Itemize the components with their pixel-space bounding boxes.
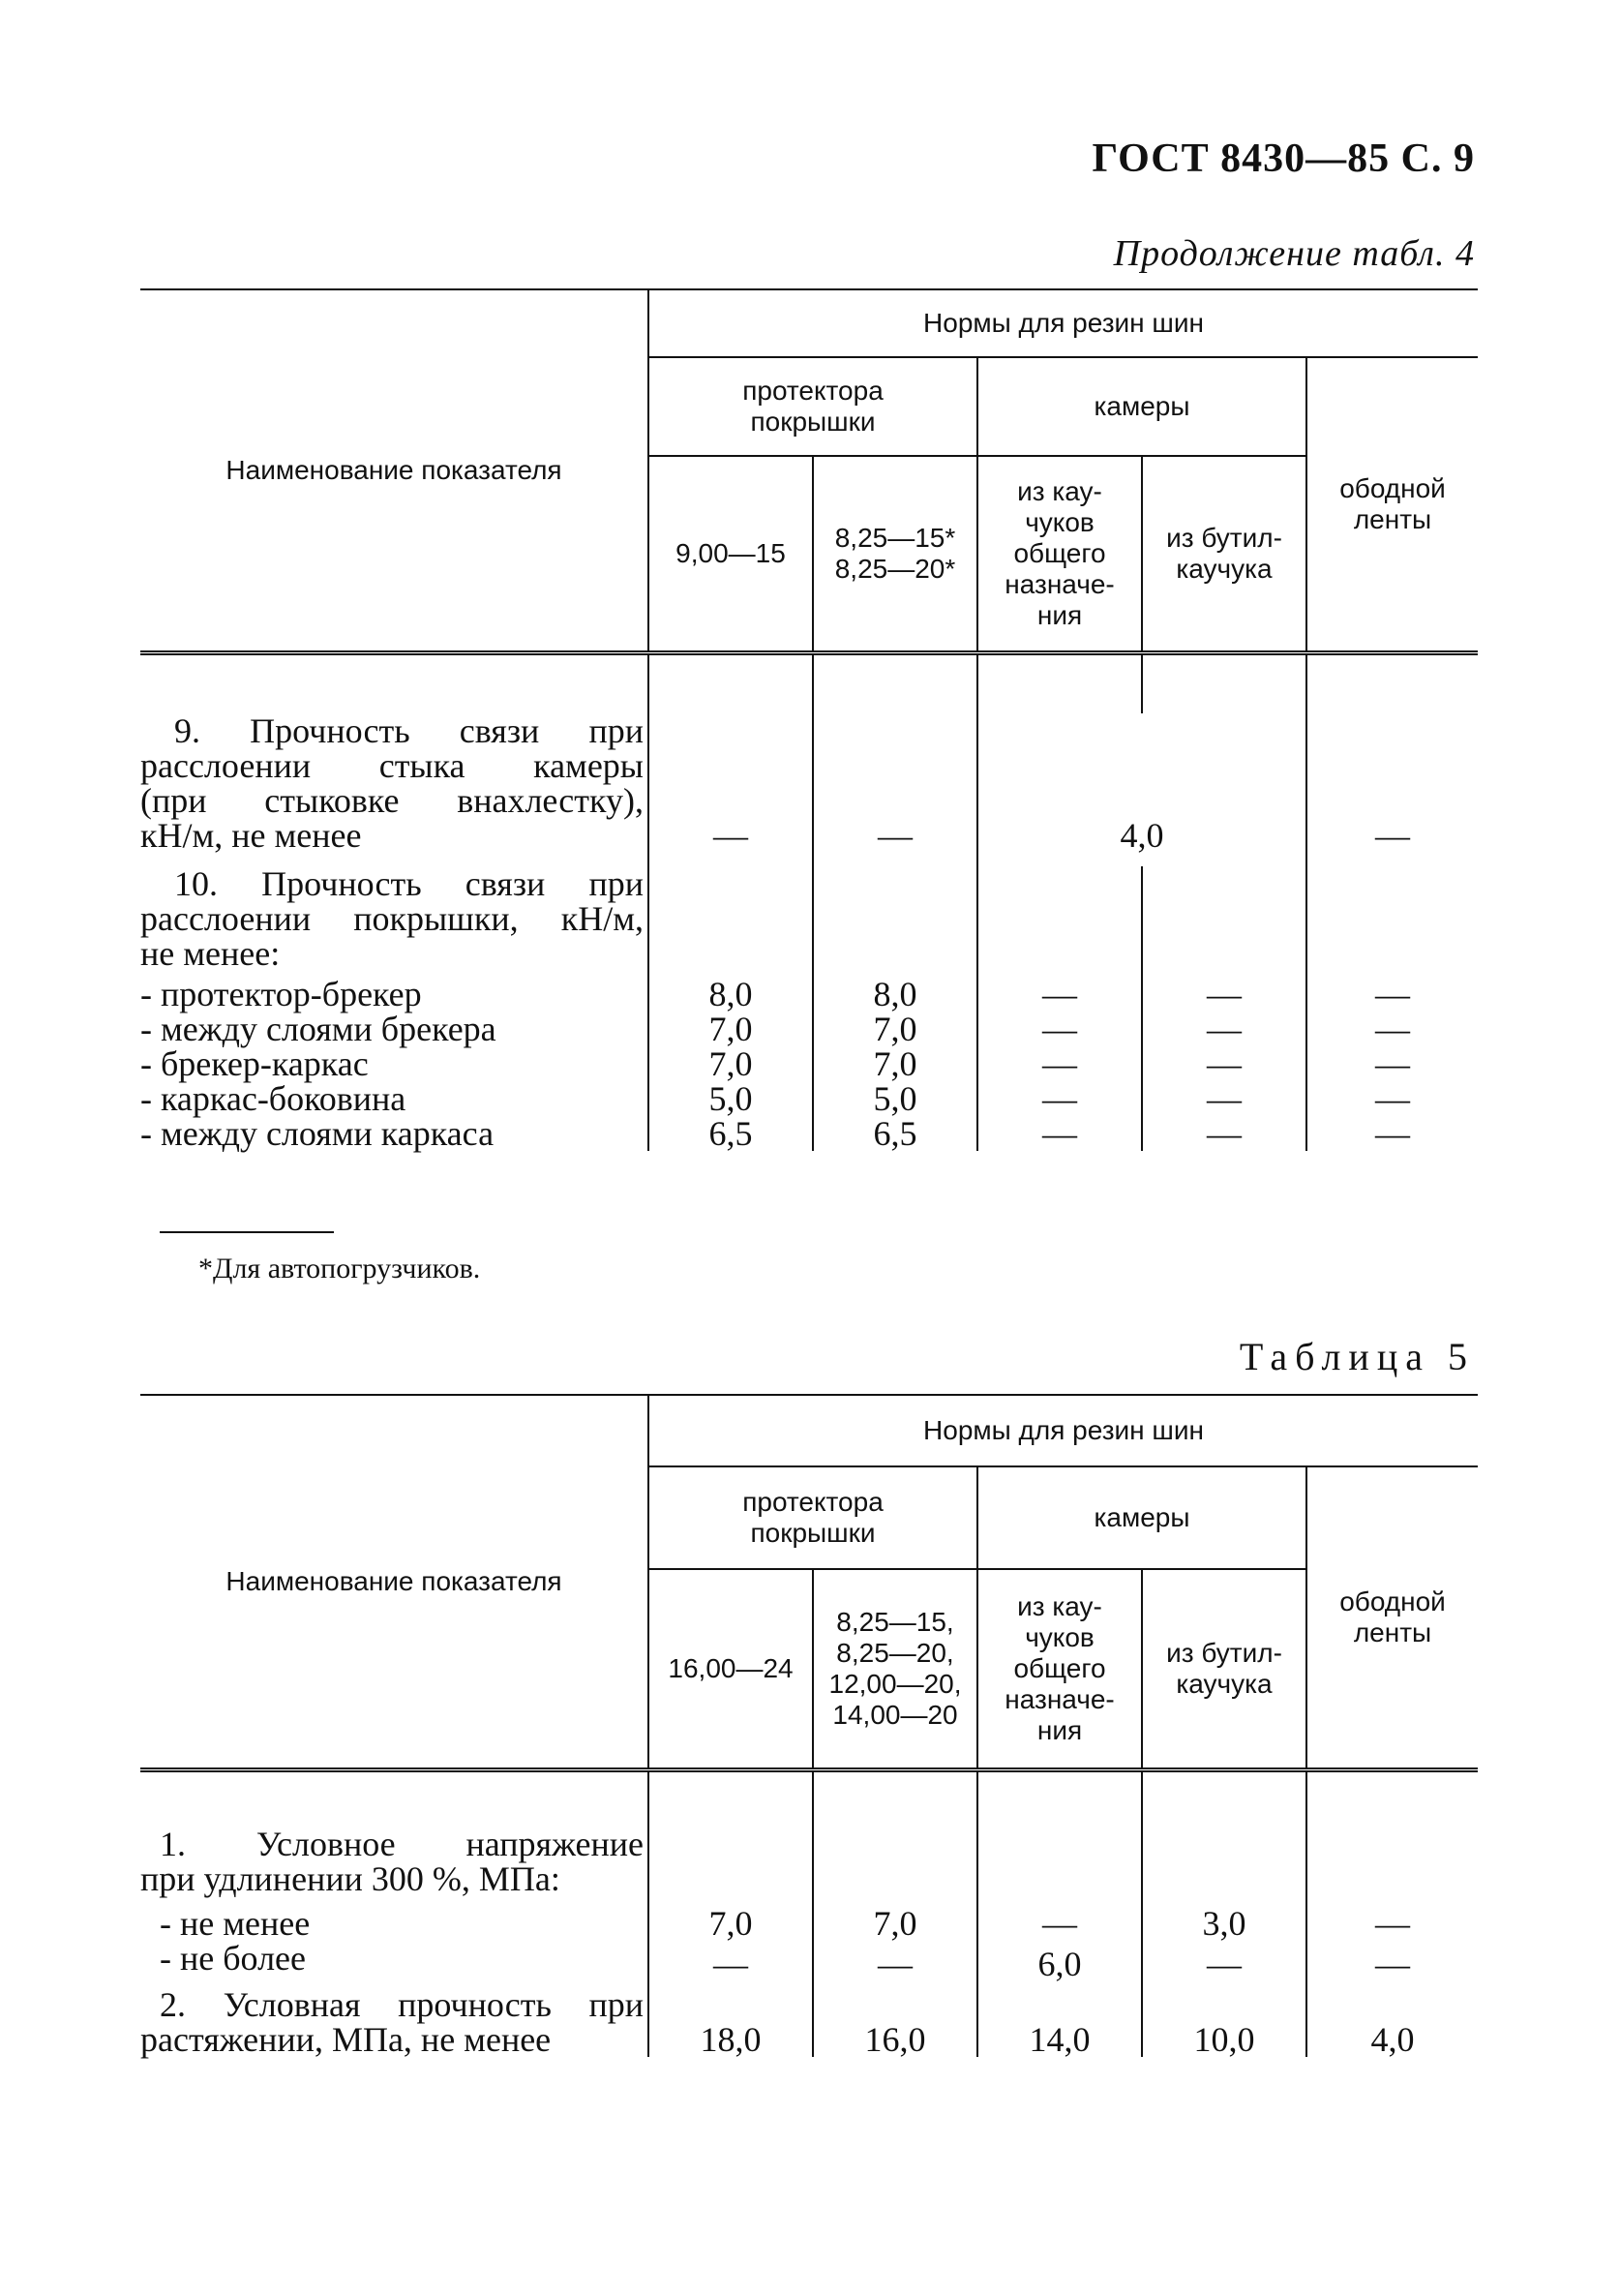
table-5 xyxy=(140,1394,1478,2057)
table-5-row-1-label: 1. Условное напряжение при удлинении 300 %, МПа: xyxy=(140,1825,644,1898)
table-5-row-2-c3: 14,0 xyxy=(977,1987,1142,2057)
table-4-subrow-c3: — xyxy=(977,977,1142,1012)
table-5-norms-header: Нормы для резин шин xyxy=(648,1395,1478,1466)
table-4-subheader-c2: 8,25—15* 8,25—20* xyxy=(813,456,977,650)
table-4-row-9-label: 9. Прочность связи при расслоении стыка камеры (при стыковке внахлестку), кН/м, не менее xyxy=(140,711,644,855)
table-4-subrow-c5: — xyxy=(1306,1046,1478,1081)
table-5-row-1 xyxy=(140,1827,1478,1906)
table-5-row-1-sub-c3: 6,0 xyxy=(977,1941,1142,1987)
table-5-row-1-sub-c4: — xyxy=(1142,1941,1306,1987)
table-4-subrow-c4: — xyxy=(1142,1046,1306,1081)
table-4-subrow-label: - протектор-брекер xyxy=(140,975,422,1013)
table-5-row-2 xyxy=(140,1987,1478,2057)
table-5-row-1-sub-c5: — xyxy=(1306,1906,1478,1941)
table-4-subrow xyxy=(140,1046,1478,1081)
table-4-subrow xyxy=(140,1012,1478,1046)
table-5-row-1-sub-label: - не более xyxy=(160,1939,306,1978)
table-5-subheader-c2: 8,25—15, 8,25—20, 12,00—20, 14,00—20 xyxy=(813,1569,977,1767)
table-4-row-9-c5: — xyxy=(1306,713,1478,866)
table-4-subrow-c1: 6,5 xyxy=(648,1116,813,1151)
table-continuation-caption: Продолжение табл. 4 xyxy=(1113,233,1475,274)
table-4-subheader-c3: из кау- чуков общего назначе- ния xyxy=(977,456,1142,650)
table-4-chamber-header: камеры xyxy=(977,357,1306,456)
table-5-row-1-sub-c1: — xyxy=(648,1941,813,1987)
table-5-row-2-label: 2. Условная прочность при растяжении, МПа, не менее xyxy=(140,1985,644,2059)
table-4-subrow-c4: — xyxy=(1142,1116,1306,1151)
table-4-subrow-c3: — xyxy=(977,1116,1142,1151)
table-4-subrow-c1: 8,0 xyxy=(648,977,813,1012)
table-4-rim-header: ободной ленты xyxy=(1306,357,1478,650)
table-4-subrow-c1: 7,0 xyxy=(648,1046,813,1081)
table-5-subheader-c3: из кау- чуков общего назначе- ния xyxy=(977,1569,1142,1767)
table-5-subheader-c1: 16,00—24 xyxy=(648,1569,813,1767)
table-4-subheader-c4: из бутил- каучука xyxy=(1142,456,1306,650)
table-5-row-1-sub-c4: 3,0 xyxy=(1142,1906,1306,1941)
table-4-subrow-c3: — xyxy=(977,1046,1142,1081)
table-4 xyxy=(140,288,1478,1151)
table-4-col-name-header: Наименование показателя xyxy=(140,289,648,650)
table-5-col-name-header: Наименование показателя xyxy=(140,1395,648,1767)
table-4-protector-header: протектора покрышки xyxy=(648,357,977,456)
table-4-subrow-c5: — xyxy=(1306,1081,1478,1116)
table-4-subrow-label: - между слоями каркаса xyxy=(140,1114,495,1153)
table-5-row-2-c1: 18,0 xyxy=(648,1987,813,2057)
table-4-row-9 xyxy=(140,713,1478,866)
table-5-subheader-c4: из бутил- каучука xyxy=(1142,1569,1306,1767)
page-header: ГОСТ 8430—85 С. 9 xyxy=(1092,136,1475,181)
table-4-subrow-c3: — xyxy=(977,1081,1142,1116)
table-4-subheader-c1: 9,00—15 xyxy=(648,456,813,650)
table-4-subrow-c2: 7,0 xyxy=(813,1046,977,1081)
table-5-row-1-sub-c5: — xyxy=(1306,1941,1478,1987)
table-4-subrow-c5: — xyxy=(1306,977,1478,1012)
table-5-row-1-sub xyxy=(140,1906,1478,1941)
table-5-row-1-sub-label: - не менее xyxy=(160,1904,311,1943)
table-4-subrow-c2: 6,5 xyxy=(813,1116,977,1151)
table-4-subrow xyxy=(140,1116,1478,1151)
table-5-row-2-c2: 16,0 xyxy=(813,1987,977,2057)
table-4-norms-header: Нормы для резин шин xyxy=(648,289,1478,357)
footnote: *Для автопогрузчиков. xyxy=(198,1253,481,1284)
table-4-subrow-label: - брекер-каркас xyxy=(140,1044,369,1083)
table-4-subrow-c2: 7,0 xyxy=(813,1012,977,1046)
table-4-row-9-c1: — xyxy=(648,713,813,866)
footnote-rule xyxy=(160,1231,334,1233)
table-4-subrow xyxy=(140,1081,1478,1116)
table-4-subrow-label: - каркас-боковина xyxy=(140,1079,406,1118)
table-4-row-10-label: 10. Прочность связи при расслоении покрышки, кН/м, не менее: xyxy=(140,864,644,973)
table-4-subrow-c3: — xyxy=(977,1012,1142,1046)
table-4-subrow xyxy=(140,977,1478,1012)
table-4-subrow-c2: 5,0 xyxy=(813,1081,977,1116)
table-4-subrow-label: - между слоями брекера xyxy=(140,1010,496,1048)
table-5-caption: Таблица 5 xyxy=(1239,1335,1475,1378)
table-4-subrow-c5: — xyxy=(1306,1116,1478,1151)
table-4-subrow-c4: — xyxy=(1142,977,1306,1012)
table-4-subrow-c4: — xyxy=(1142,1081,1306,1116)
table-4-row-10 xyxy=(140,866,1478,977)
table-5-protector-header: протектора покрышки xyxy=(648,1466,977,1569)
table-4-subrow-c2: 8,0 xyxy=(813,977,977,1012)
table-5-row-1-sub-c2: 7,0 xyxy=(813,1906,977,1941)
table-5-row-1-sub-c3: — xyxy=(977,1906,1142,1941)
table-4-subrow-c1: 7,0 xyxy=(648,1012,813,1046)
table-5-row-2-c5: 4,0 xyxy=(1306,1987,1478,2057)
table-5-row-1-sub-c1: 7,0 xyxy=(648,1906,813,1941)
table-5-row-2-c4: 10,0 xyxy=(1142,1987,1306,2057)
table-4-subrow-c4: — xyxy=(1142,1012,1306,1046)
table-5-chamber-header: камеры xyxy=(977,1466,1306,1569)
table-5-row-1-sub-c2: — xyxy=(813,1941,977,1987)
table-4-subrow-c1: 5,0 xyxy=(648,1081,813,1116)
table-4-row-9-c34: 4,0 xyxy=(977,713,1306,866)
table-4-row-9-c2: — xyxy=(813,713,977,866)
table-4-subrow-c5: — xyxy=(1306,1012,1478,1046)
table-5-row-1-sub xyxy=(140,1941,1478,1987)
table-5-rim-header: ободной ленты xyxy=(1306,1466,1478,1767)
